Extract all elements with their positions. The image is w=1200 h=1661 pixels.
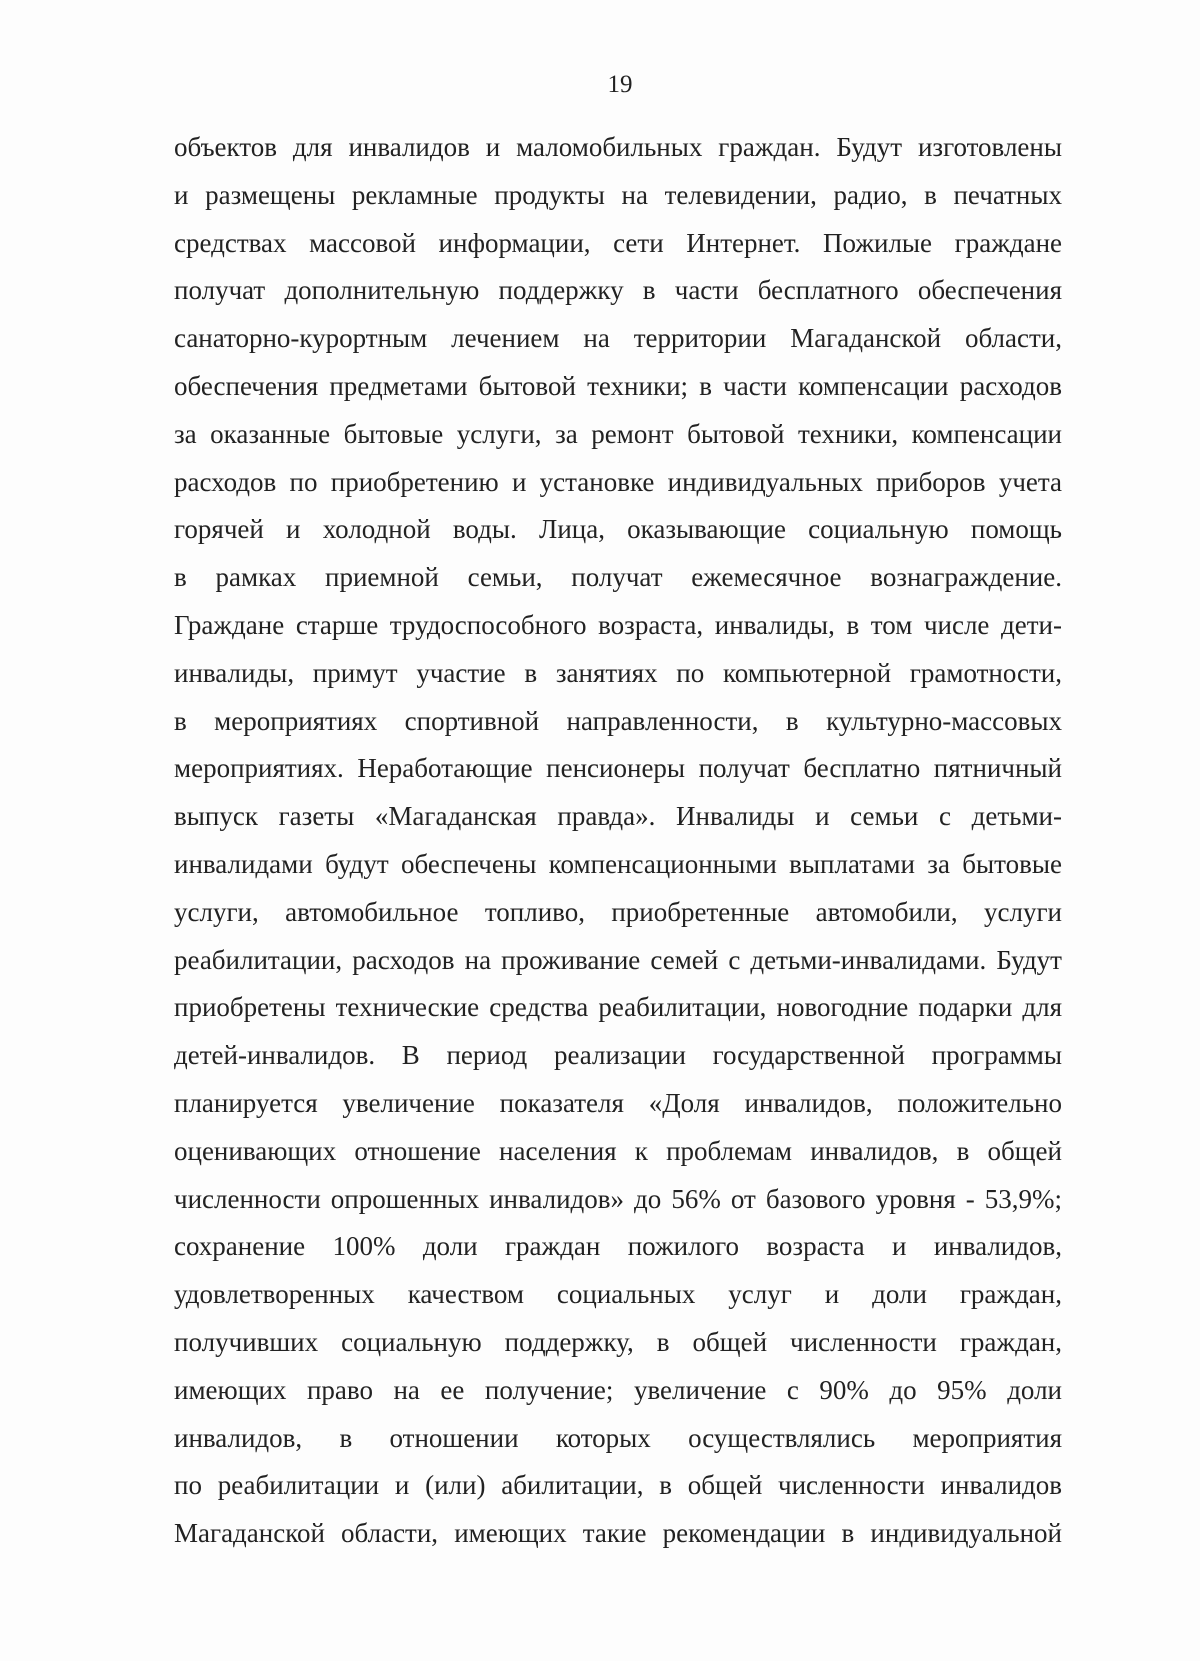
text-line-16: инвалидами будут обеспечены компенсационными выплатами за бытовые [174, 848, 1062, 879]
text-line-15: выпуск газеты «Магаданская правда». Инвалиды и семьи с детьми- [174, 801, 1062, 832]
text-line-1: объектов для инвалидов и маломобильных граждан. Будут изготовлены [174, 132, 1062, 162]
text-line-24: сохранение 100% доли граждан пожилого возраста и инвалидов, [174, 1231, 1062, 1262]
text-line-14: мероприятиях. Неработающие пенсионеры получат бесплатно пятничный [174, 753, 1062, 784]
text-line-20: детей-инвалидов. В период реализации государственной программы [174, 1040, 1062, 1071]
text-line-12: инвалиды, примут участие в занятиях по компьютерной грамотности, [174, 657, 1062, 688]
text-line-9: горячей и холодной воды. Лица, оказывающие социальную помощь [174, 514, 1062, 545]
body-paragraph [174, 124, 1062, 1558]
text-line-26: получивших социальную поддержку, в общей численности граждан, [174, 1326, 1062, 1357]
page-number: 19 [607, 71, 633, 98]
text-line-6: обеспечения предметами бытовой техники; в части компенсации расходов [174, 370, 1062, 401]
text-line-23: численности опрошенных инвалидов» до 56% от базового уровня - 53,9%; [174, 1183, 1062, 1214]
text-line-17: услуги, автомобильное топливо, приобретенные автомобили, услуги [174, 896, 1062, 927]
text-line-21: планируется увеличение показателя «Доля инвалидов, положительно [174, 1087, 1062, 1118]
text-line-29: по реабилитации и (или) абилитации, в общей численности инвалидов [174, 1470, 1062, 1501]
text-line-22: оценивающих отношение населения к проблемам инвалидов, в общей [174, 1135, 1062, 1166]
text-line-7: за оказанные бытовые услуги, за ремонт бытовой техники, компенсации [174, 418, 1062, 449]
text-line-30: Магаданской области, имеющих такие рекомендации в индивидуальной [174, 1518, 1062, 1549]
text-line-19: приобретены технические средства реабилитации, новогодние подарки для [174, 992, 1062, 1023]
text-line-11: Граждане старше трудоспособного возраста, инвалиды, в том числе дети- [174, 609, 1062, 640]
text-line-8: расходов по приобретению и установке индивидуальных приборов учета [174, 466, 1062, 497]
text-line-25: удовлетворенных качеством социальных услуг и доли граждан, [174, 1279, 1062, 1310]
text-line-3: средствах массовой информации, сети Интернет. Пожилые граждане [174, 227, 1062, 258]
text-line-2: и размещены рекламные продукты на телевидении, радио, в печатных [174, 179, 1062, 210]
text-line-4: получат дополнительную поддержку в части бесплатного обеспечения [174, 275, 1062, 306]
text-line-28: инвалидов, в отношении которых осуществлялись мероприятия [174, 1422, 1062, 1453]
text-line-13: в мероприятиях спортивной направленности, в культурно-массовых [174, 705, 1062, 736]
text-line-5: санаторно-курортным лечением на территории Магаданской области, [174, 323, 1062, 354]
text-line-10: в рамках приемной семьи, получат ежемесячное вознаграждение. [174, 562, 1062, 593]
text-line-27: имеющих право на ее получение; увеличение с 90% до 95% доли [174, 1374, 1062, 1405]
text-line-18: реабилитации, расходов на проживание семей с детьми-инвалидами. Будут [174, 944, 1062, 975]
